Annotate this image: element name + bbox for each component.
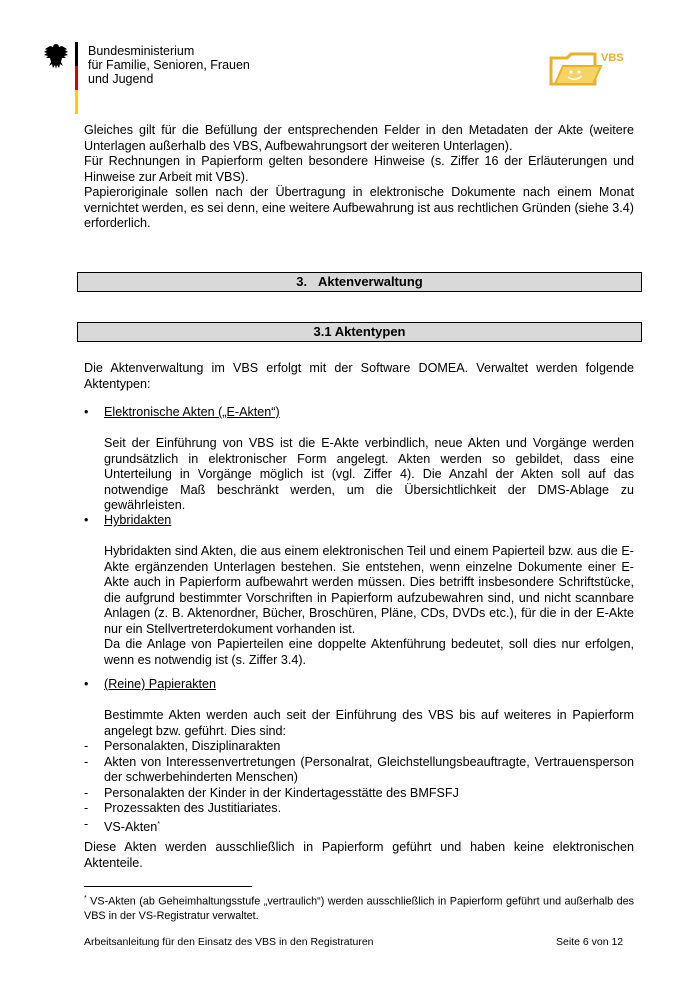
intro-paragraph-3: Papieroriginale sollen nach der Übertragung in elektronische Dokumente nach einem Monat vernichtet werden, es sei denn, eine weitere Aufbewahrung ist aus rechtlichen Gründen (siehe 3.4) erforderlich. xyxy=(84,185,634,230)
ministry-name: Bundesministerium für Familie, Senioren, Frauen und Jugend xyxy=(88,44,250,86)
footnote: * VS-Akten (ab Geheimhaltungsstufe „vertraulich“) werden ausschließlich in Papierform geführt und außerhalb des VBS in der VS-Registratur verwaltet. xyxy=(84,895,634,922)
list-item: - Personalakten, Disziplinarakten xyxy=(84,739,634,755)
german-flag-bar xyxy=(75,42,78,114)
akten-intro: Die Aktenverwaltung im VBS erfolgt mit der Software DOMEA. Verwaltet werden folgende Aktentypen: xyxy=(84,361,634,391)
intro-paragraph-1: Gleiches gilt für die Befüllung der entsprechenden Felder in den Metadaten der Akte (weitere Unterlagen außerhalb des VBS, Aufbewahrungsort der weiteren Unterlagen). xyxy=(84,123,634,153)
bullet-papierakten-text: Bestimmte Akten werden auch seit der Einführung des VBS bis auf weiteres in Papierform angelegt bzw. geführt. Dies sind: - Personalakten, Disziplinarakten - Akten von Interessenvertretungen (Personalrat, Gleichstellungsbeauftragte, Vertrauensperson der schwerbehinderten Menschen) - Personalakten der Kinder in der Kindertagesstätte des BMFSFJ - Prozessakten des Justitiariates. - VS-Akten* xyxy=(84,708,634,835)
intro-paragraph-2: Für Rechnungen in Papierform gelten besondere Hinweise (s. Ziffer 16 der Erläuterungen und Hinweise zur Arbeit mit VBS). xyxy=(84,154,634,184)
bullet-hybridakten: • Hybridakten xyxy=(84,513,172,527)
footnote-mark: * xyxy=(157,820,160,828)
section-3-heading: 3. Aktenverwaltung xyxy=(77,272,642,292)
vbs-logo xyxy=(545,44,635,94)
footer-title: Arbeitsanleitung für den Einsatz des VBS in den Registraturen xyxy=(84,936,374,948)
bullet-papierakten: • (Reine) Papierakten xyxy=(84,677,217,691)
footnote-divider xyxy=(84,886,252,887)
closing-paragraph: Diese Akten werden ausschließlich in Papierform geführt und haben keine elektronischen Aktenteile. xyxy=(84,840,634,870)
federal-eagle-icon xyxy=(42,42,70,72)
bullet-e-akten-text: Seit der Einführung von VBS ist die E-Akte verbindlich, neue Akten und Vorgänge werden grundsätzlich in elektronischer Form angelegt. Akten werden so gebildet, dass eine Unterteilung in Vorgänge möglich ist (vgl. Ziffer 4). Die Anzahl der Akten soll auf das notwendige Maß beschränkt werden, um die Übersichtlichkeit der DMS-Ablage zu gewährleisten. xyxy=(104,436,634,512)
list-item: - Personalakten der Kinder in der Kindertagesstätte des BMFSFJ xyxy=(84,786,634,802)
bullet-e-akten: • Elektronische Akten („E-Akten“) xyxy=(84,405,280,419)
list-item: - Akten von Interessenvertretungen (Personalrat, Gleichstellungsbeauftragte, Vertrauensperson der schwerbehinderten Menschen) xyxy=(84,755,634,786)
vbs-logo-text: VBS xyxy=(601,52,624,64)
section-3-1-heading: 3.1 Aktentypen xyxy=(77,322,642,342)
intro-text xyxy=(84,123,634,232)
list-item: - Prozessakten des Justitiariates. xyxy=(84,801,634,817)
list-item: - VS-Akten* xyxy=(84,817,634,836)
bullet-hybridakten-text: Hybridakten sind Akten, die aus einem elektronischen Teil und einem Papierteil bzw. aus die E-Akte ergänzenden Unterlagen bestehen. Sie entstehen, wenn einzelne Dokumente einer E-Akte auch in Papierform aufbewahrt werden müssen. Dies betrifft insbesondere Schriftstücke, die aufgrund bestimmter Vorschriften in Papierform aufzubewahren sind, und nicht scannbare Anlagen (z. B. Aktenordner, Bücher, Broschüren, Pläne, CDs, DVDs etc.), für die in der E-Akte nur ein Stellvertreterdokument vorhanden ist. Da die Anlage von Papierteilen eine doppelte Aktenführung bedeutet, soll dies nur erfolgen, wenn es notwendig ist (s. Ziffer 3.4). xyxy=(104,544,634,667)
papierakten-list xyxy=(84,739,634,835)
page-number: Seite 6 von 12 xyxy=(556,936,624,948)
